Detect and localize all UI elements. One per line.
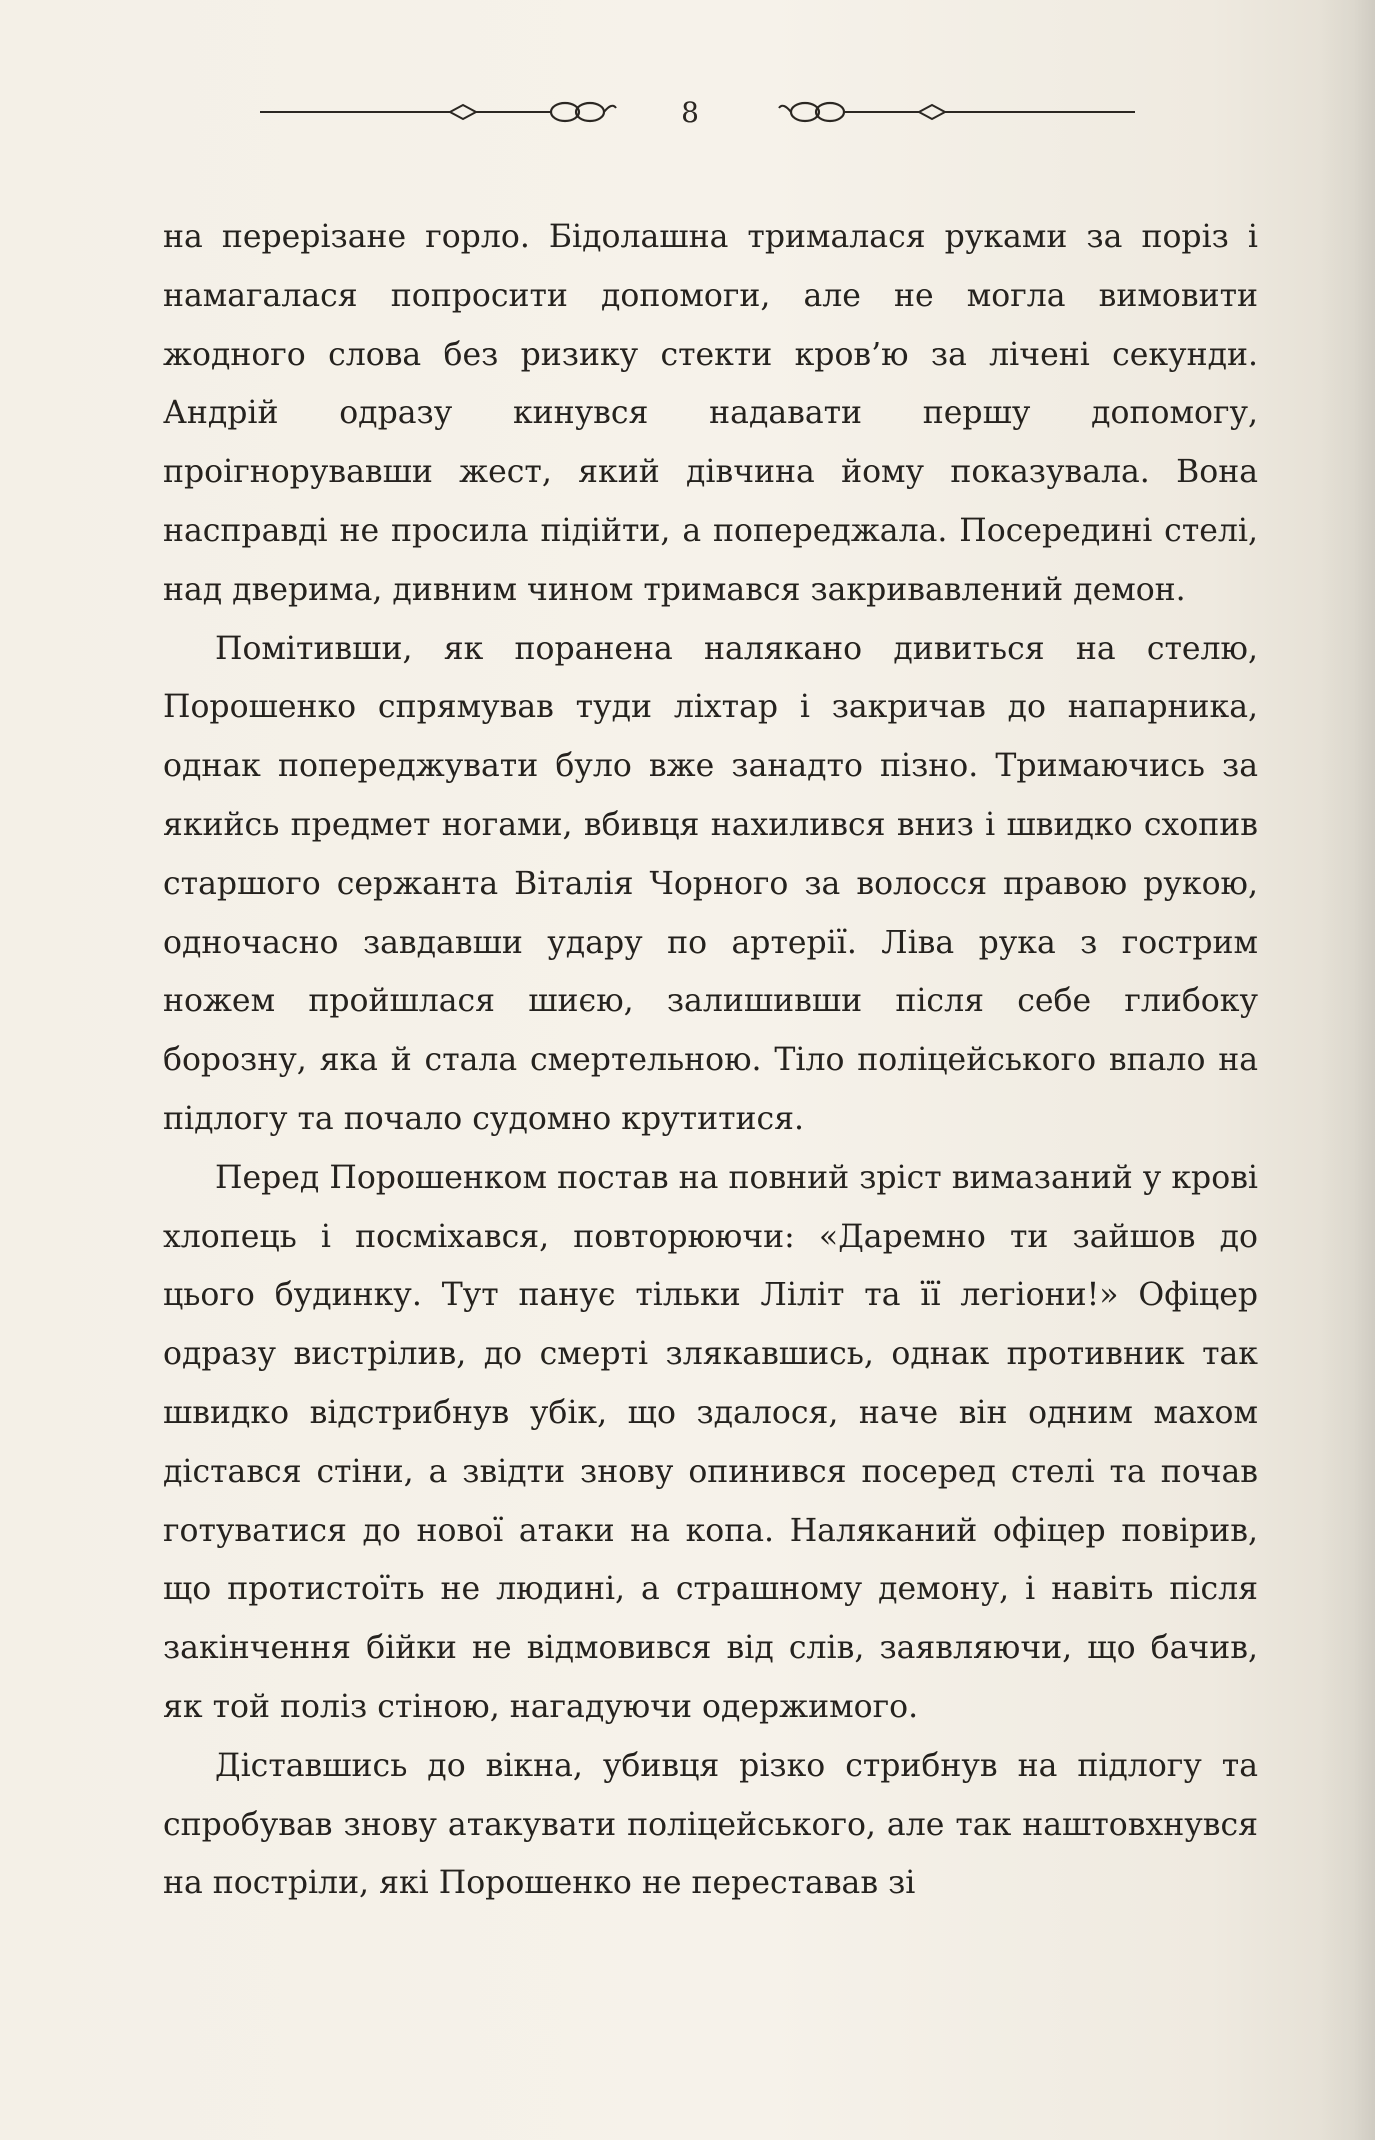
left-ornament-icon [260,88,620,138]
paragraph-4: Діставшись до вікна, убивця різко стрибнув на підлогу та спробував знову атакувати поліцейського, але так наштовхнувся на постріли, які Порошенко не переставав зі [163,1747,1258,1902]
paragraph-3: Перед Порошенком постав на повний зріст вимазаний у крові хлопець і посміхався, повторюючи: «Даремно ти зайшов до цього будинку. Тут панує тільки Ліліт та її легіони!» Офіцер одразу вистрілив, до смерті злякавшись, однак противник так швидко відстрибнув убік, що здалося, наче він одним махом дістався стіни, а звідти знову опинився посеред стелі та почав готуватися до нової атаки на копа. Наляканий офіцер повірив, що протистоїть не людині, а страшному демону, і навіть після закінчення бійки не відмовився від слів, заявляючи, що бачив, як той поліз стіною, нагадуючи одержимого. [163,1159,1258,1725]
right-ornament-icon [775,88,1135,138]
body-text [163,208,1258,1913]
page-header [0,88,1375,138]
page-number: 8 [681,96,699,129]
paragraph-1: на перерізане горло. Бідолашна трималася руками за поріз і намагалася попросити допомоги, але не могла вимовити жодного слова без ризику стекти кров’ю за лічені секунди. Андрій одразу кинувся надавати першу допомогу, проігнорувавши жест, який дівчина йому показувала. Вона насправді не просила підійти, а попереджала. Посередині стелі, над дверима, дивним чином тримався закривавлений демон. [163,219,1258,608]
page-edge-shadow [1320,0,1375,2140]
paragraph-2: Помітивши, як поранена налякано дивиться на стелю, Порошенко спрямував туди ліхтар і закричав до напарника, однак попереджувати було вже занадто пізно. Тримаючись за якийсь предмет ногами, вбивця нахилився вниз і швидко схопив старшого сержанта Віталія Чорного за волосся правою рукою, одночасно завдавши удару по артерії. Ліва рука з гострим ножем пройшлася шиєю, залишивши після себе глибоку борозну, яка й стала смертельною. Тіло поліцейського впало на підлогу та почало судомно крутитися. [163,630,1258,1137]
